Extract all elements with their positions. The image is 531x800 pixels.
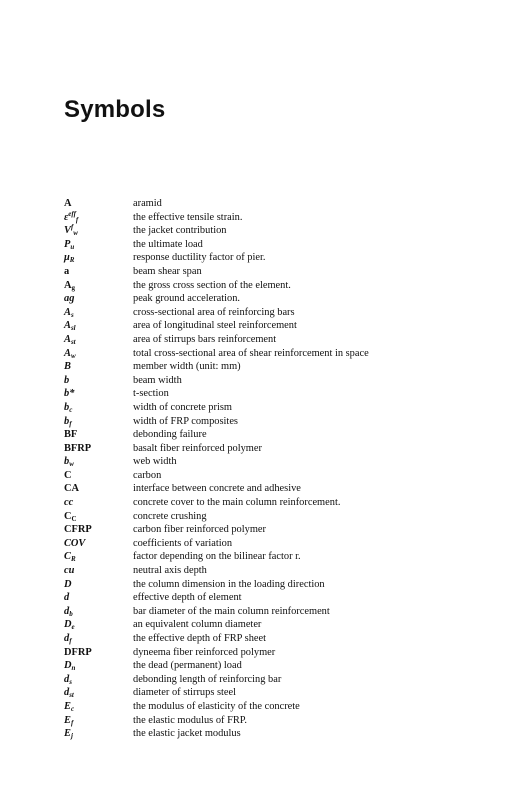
symbol-row	[64, 686, 504, 700]
symbol-subscript: e	[71, 623, 75, 632]
symbol-term	[64, 646, 133, 660]
symbol-term	[64, 618, 133, 632]
symbol-subscript: C	[71, 514, 77, 523]
symbol-base: C	[64, 510, 72, 522]
symbol-row	[64, 564, 504, 578]
symbol-row	[64, 306, 504, 320]
symbol-definition: area of stirrups bars reinforcement	[133, 333, 277, 345]
symbol-subscript: R	[69, 256, 75, 265]
symbol-definition: debonding length of reinforcing bar	[133, 673, 282, 685]
symbol-base: E	[64, 700, 71, 712]
symbol-term	[64, 360, 133, 374]
symbol-subscript: c	[69, 405, 73, 414]
symbol-subscript: sl	[70, 324, 76, 333]
symbol-base: D	[64, 660, 72, 672]
symbol-term	[64, 714, 133, 728]
symbol-definition: aramid	[133, 198, 162, 209]
symbol-row	[64, 618, 504, 632]
symbol-definition: dyneema fiber reinforced polymer	[133, 646, 276, 658]
symbol-definition: interface between concrete and adhesive	[133, 483, 301, 495]
symbol-base: d	[64, 605, 70, 617]
symbol-definition: concrete cover to the main column reinforcement.	[133, 497, 341, 509]
symbol-term	[64, 306, 133, 320]
symbol-row	[64, 727, 504, 741]
symbol-definition: the jacket contribution	[133, 225, 227, 237]
symbol-definition: cross-sectional area of reinforcing bars	[133, 306, 295, 318]
symbol-row	[64, 415, 504, 429]
symbol-term	[64, 374, 133, 388]
symbol-base: μ	[64, 252, 70, 264]
symbol-row	[64, 319, 504, 333]
symbol-term	[64, 523, 133, 537]
symbol-term	[64, 700, 133, 714]
symbol-term	[64, 591, 133, 605]
symbol-row	[64, 428, 504, 442]
symbol-subscript: f	[69, 419, 72, 428]
symbol-term	[64, 455, 133, 469]
symbol-term	[64, 428, 133, 442]
symbol-definition: debonding failure	[133, 429, 207, 441]
symbol-subscript: s	[69, 677, 72, 686]
symbol-definition: the effective tensile strain.	[133, 211, 243, 223]
symbol-base: b	[64, 401, 70, 413]
symbol-definition: concrete crushing	[133, 510, 207, 522]
symbol-subscript: s	[70, 310, 74, 319]
symbol-definition: the dead (permanent) load	[133, 660, 242, 672]
symbol-row	[64, 550, 504, 564]
symbol-row	[64, 238, 504, 252]
symbol-row	[64, 387, 504, 401]
symbol-row	[64, 292, 504, 306]
symbol-row	[64, 360, 504, 374]
symbol-definition: width of concrete prism	[133, 401, 232, 413]
symbol-term	[64, 238, 133, 252]
symbol-base: D	[64, 619, 72, 631]
symbol-definition: beam width	[133, 374, 182, 386]
symbol-base: b	[64, 456, 70, 468]
symbol-base: C	[64, 551, 71, 563]
symbol-definition: effective depth of element	[133, 592, 242, 604]
symbol-base: E	[64, 714, 71, 726]
symbol-subscript: b	[69, 609, 73, 618]
symbol-subscript: f	[70, 718, 74, 727]
symbol-subscript: w	[73, 229, 78, 238]
symbol-row	[64, 646, 504, 660]
symbol-definition: the ultimate load	[133, 238, 203, 250]
symbol-row	[64, 469, 504, 483]
symbol-subscript: w	[70, 351, 76, 360]
symbol-row	[64, 211, 504, 225]
symbol-term	[64, 564, 133, 578]
symbol-term	[64, 550, 133, 564]
symbol-definition: the gross cross section of the element.	[133, 279, 291, 291]
symbol-base: P	[64, 238, 71, 250]
symbol-row	[64, 347, 504, 361]
symbol-base: CA	[64, 483, 80, 495]
symbol-row	[64, 537, 504, 551]
symbol-term	[64, 469, 133, 483]
symbol-row	[64, 224, 504, 238]
symbol-row	[64, 251, 504, 265]
symbol-term	[64, 510, 133, 524]
symbol-term	[64, 442, 133, 456]
symbol-superscript: f	[70, 223, 74, 232]
symbol-row	[64, 714, 504, 728]
symbol-subscript: f	[75, 215, 79, 224]
symbol-definition: area of longitudinal steel reinforcement	[133, 320, 297, 332]
symbol-definition: width of FRP composites	[133, 415, 238, 427]
symbol-subscript: f	[69, 637, 72, 645]
symbol-term	[64, 605, 133, 619]
symbol-row	[64, 401, 504, 415]
symbol-base: D	[64, 578, 72, 590]
symbol-base: d	[64, 673, 70, 685]
symbol-term	[64, 537, 133, 551]
symbol-definition: the elastic jacket modulus	[133, 728, 241, 740]
symbol-base: b	[64, 415, 70, 427]
symbol-row	[64, 482, 504, 496]
symbol-base: A	[64, 279, 72, 291]
symbol-base: DFRP	[64, 646, 92, 658]
symbol-term	[64, 211, 133, 225]
symbol-definition: neutral axis depth	[133, 565, 207, 577]
symbol-superscript: eff	[68, 209, 76, 218]
symbol-row	[64, 523, 504, 537]
symbol-term	[64, 279, 133, 293]
symbol-definition: basalt fiber reinforced polymer	[133, 442, 262, 454]
symbol-term	[64, 333, 133, 347]
symbol-base: V	[64, 225, 71, 237]
symbol-base: BFRP	[64, 442, 92, 454]
symbol-base: A	[64, 306, 71, 318]
symbol-term	[64, 659, 133, 673]
symbol-base: BF	[64, 429, 78, 441]
symbol-term	[64, 224, 133, 238]
symbol-base: cc	[64, 497, 74, 509]
symbol-row	[64, 265, 504, 279]
symbol-definition: diameter of stirrups steel	[133, 687, 237, 699]
symbol-base: b	[64, 374, 70, 386]
symbol-subscript: c	[70, 704, 75, 713]
symbol-base: A	[64, 320, 71, 332]
symbol-definition: member width (unit: mm)	[133, 361, 241, 373]
symbol-term	[64, 292, 133, 306]
symbol-term	[64, 415, 133, 429]
symbol-subscript: w	[69, 460, 74, 469]
symbol-definition: beam shear span	[133, 265, 202, 277]
symbol-base: b*	[64, 388, 75, 400]
symbol-term	[64, 727, 133, 741]
symbol-definition: t-section	[133, 388, 169, 400]
symbol-row	[64, 496, 504, 510]
symbol-row	[64, 333, 504, 347]
symbol-base: a	[64, 265, 70, 277]
symbol-definition: carbon fiber reinforced polymer	[133, 524, 266, 536]
symbol-base: ag	[64, 293, 75, 305]
symbol-base: d	[64, 592, 70, 604]
symbol-base: d	[64, 633, 70, 644]
symbol-base: E	[64, 728, 71, 740]
symbol-term	[64, 387, 133, 401]
symbol-subscript: st	[69, 691, 74, 700]
symbol-term	[64, 482, 133, 496]
symbol-row	[64, 605, 504, 619]
symbol-row	[64, 659, 504, 673]
symbol-definition: factor depending on the bilinear factor r.	[133, 551, 301, 563]
symbol-subscript: j	[70, 732, 73, 741]
symbol-base: A	[64, 347, 71, 359]
symbol-term	[64, 251, 133, 265]
symbol-definition: bar diameter of the main column reinforcement	[133, 605, 330, 617]
symbol-definition: an equivalent column diameter	[133, 619, 262, 631]
symbol-term	[64, 632, 133, 646]
symbol-base: ε	[64, 211, 69, 223]
symbol-definition: web width	[133, 456, 177, 468]
symbol-row	[64, 673, 504, 687]
symbol-subscript: g	[71, 283, 76, 292]
symbol-row	[64, 578, 504, 592]
symbol-definition: response ductility factor of pier.	[133, 252, 266, 264]
symbol-base: A	[64, 333, 71, 345]
symbol-base: cu	[64, 565, 75, 577]
symbol-term	[64, 319, 133, 333]
symbol-row	[64, 374, 504, 388]
page-title: Symbols	[64, 96, 166, 123]
symbol-row	[64, 591, 504, 605]
symbol-definition: the elastic modulus of FRP.	[133, 714, 248, 726]
symbol-subscript: u	[70, 242, 75, 251]
symbol-base: A	[64, 198, 72, 209]
symbol-definition: carbon	[133, 469, 162, 481]
symbol-row	[64, 632, 504, 646]
symbol-row	[64, 442, 504, 456]
symbol-definition: the column dimension in the loading direction	[133, 578, 325, 590]
symbol-row	[64, 510, 504, 524]
symbol-base: d	[64, 687, 70, 699]
symbol-term	[64, 496, 133, 510]
symbol-term	[64, 347, 133, 361]
symbol-base: B	[64, 361, 71, 373]
symbol-definition: total cross-sectional area of shear reinforcement in space	[133, 347, 369, 359]
symbol-row	[64, 279, 504, 293]
symbol-subscript: n	[71, 664, 76, 673]
symbol-row	[64, 700, 504, 714]
symbol-definition: peak ground acceleration.	[133, 293, 241, 305]
symbol-definition: the modulus of elasticity of the concrete	[133, 700, 300, 712]
symbol-base: COV	[64, 537, 86, 549]
symbol-base: CFRP	[64, 524, 92, 536]
symbol-subscript: st	[70, 337, 76, 346]
symbol-term	[64, 673, 133, 687]
symbols-list	[64, 197, 504, 741]
symbol-term	[64, 265, 133, 279]
symbol-term	[64, 401, 133, 415]
symbol-definition: the effective depth of FRP sheet	[133, 633, 267, 644]
symbol-subscript: R	[70, 555, 76, 564]
symbol-definition: coefficients of variation	[133, 537, 233, 549]
symbol-term	[64, 197, 133, 211]
symbol-base: C	[64, 469, 72, 481]
symbol-row	[64, 197, 504, 211]
symbol-term	[64, 686, 133, 700]
symbol-term	[64, 578, 133, 592]
symbol-row	[64, 455, 504, 469]
